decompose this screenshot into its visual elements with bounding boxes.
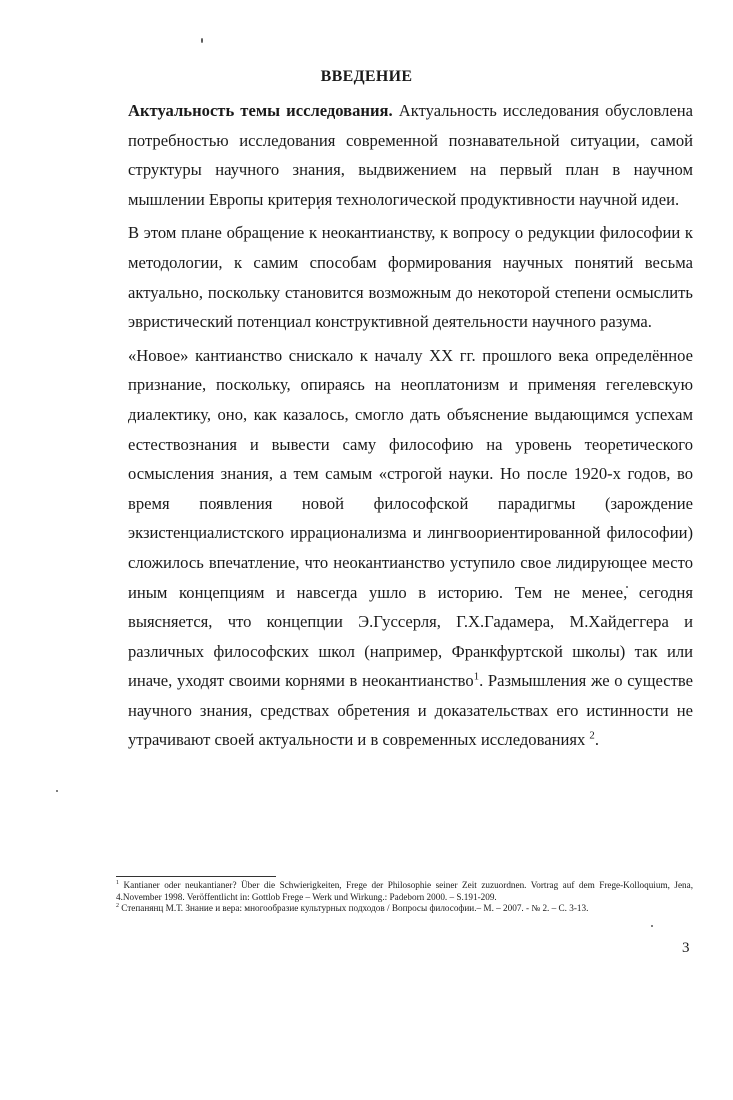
footnote-2 <box>116 903 693 915</box>
paragraph-text: . Размышления же о существе научного знания, средствах обретения и доказательствах его истинности не утрачивают своей актуальности и в современных исследованиях <box>128 671 694 750</box>
scan-speck <box>651 925 653 927</box>
paragraph-end: . <box>594 730 599 750</box>
page-title: ВВЕДЕНИЕ <box>320 68 413 85</box>
paragraph-text: В этом плане обращение к неокантианству, к вопросу о редукции философии к методологии, к самим способам формирования научных понятий весьма актуально, поскольку становится возможным до некоторой степени осмыслить эвристический потенциал конструктивной деятельности научного разума. <box>128 223 693 332</box>
footnote-text: Степанянц М.Т. Знание и вера: многообразие культурных подходов / Вопросы философии.– М. – 2007. - № 2. – С. 3-13. <box>121 903 589 913</box>
footnote-ref-1[interactable]: 1 <box>473 670 480 683</box>
paragraph-neokantianism <box>128 218 693 336</box>
footnote-text: Kantianer oder neukantianer? Über die Schwierigkeiten, Frege der Philosophie seiner Zeit zuzuordnen. Vortrag auf dem Frege-Kolloquium, Jena, 4.November 1998. Veröffentlicht in: Gottlob Frege – Werk und Wirkung.: Padeborn 2000. – S.191-209. <box>116 880 694 902</box>
footnote-divider <box>116 876 276 877</box>
footnotes <box>116 880 693 915</box>
footnote-ref-2[interactable]: 2 <box>589 729 595 742</box>
page-number: 3 <box>682 940 690 956</box>
paragraph-text: «Новое» кантианство снискало к началу XX гг. прошлого века определённое признание, поскольку, опираясь на неоплатонизм и применяя гегелевскую диалектику, оно, как казалось, смогло дать объяснение выдающимся успехам естествознания и вывести саму философию на уровень теоретического осмысления знания, а тем самым «строгой науки. Но после 1920-х годов, во время появления новой философской парадигмы (зарождение экзистенциалистского иррационализма и лингвоориентированной философии) сложилось впечатление, что неокантианство уступило свое лидирующее место иным концепциям и навсегда ушло в историю. Тем не менее, сегодня выясняется, что концепции Э.Гуссерля, Г.Х.Гадамера, М.Хайдеггера и различных философских школ (например, Франкфуртской школы) так или иначе, уходят своими корнями в неокантианство <box>128 345 693 691</box>
body-text <box>128 96 693 759</box>
footnote-1 <box>116 880 693 903</box>
scan-speck <box>201 38 203 43</box>
paragraph-new-kantianism <box>128 341 693 755</box>
footnote-mark: 2 <box>116 902 119 909</box>
paragraph-text: Актуальность исследования обусловлена потребностью исследования современной познавательной ситуации, самой структуры научного знания, выдвижением на первый план в научном мышлении Европы критерия технологической продуктивности научной идеи. <box>128 101 693 209</box>
paragraph-relevance <box>128 96 693 214</box>
scan-speck <box>56 790 58 792</box>
footnote-mark: 1 <box>116 879 119 886</box>
paragraph-lead: Актуальность темы исследования. <box>128 101 393 120</box>
